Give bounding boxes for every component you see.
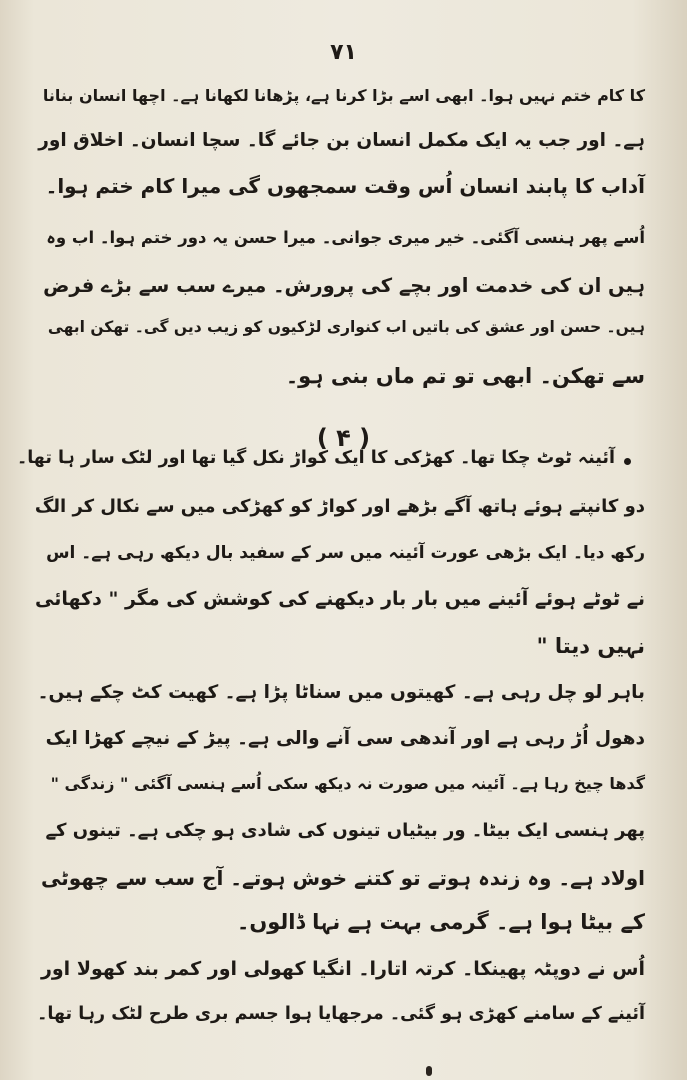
bullet-dot xyxy=(624,458,631,465)
text-line: دھول اُڑ رہی ہے اور آندھی سی آنے والی ہے۔ پیڑ کے نیچے کھڑا ایک xyxy=(45,728,645,749)
text-line: پھر ہنسی ایک بیٹا۔ ور بیٹیاں تینوں کی شادی ہو چکی ہے۔ تینوں کے xyxy=(45,820,645,841)
text-line: گدھا چیخ رہا ہے۔ آئینہ میں صورت نہ دیکھ سکی اُسے ہنسی آگئی " زندگی " xyxy=(50,774,645,793)
text-line: نہیں دیتا " xyxy=(536,634,645,658)
text-line: رکھ دیا۔ ایک بڑھی عورت آئینہ میں سر کے سفید بال دیکھ رہی ہے۔ اس xyxy=(46,543,645,563)
text-line: آئینے کے سامنے کھڑی ہو گئی۔ مرجھایا ہوا جسم بری طرح لٹک رہا تھا۔ xyxy=(37,1004,645,1024)
text-line: آداب کا پابند انسان اُس وقت سمجھوں گی میرا کام ختم ہوا۔ xyxy=(45,174,645,198)
text-line: دو کانپتے ہوئے ہاتھ آگے بڑھے اور کواڑ کو کھڑکی میں سے نکال کر الگ xyxy=(34,496,645,517)
text-line: آئینہ ٹوٹ چکا تھا۔ کھڑکی کا ایک کواڑ نکل گیا تھا اور لٹک سار ہا تھا۔ xyxy=(16,448,615,468)
page-edge-mark xyxy=(426,1066,432,1076)
text-line: ہیں ان کی خدمت اور بچے کی پرورش۔ میرے سب سے بڑے فرض xyxy=(43,274,645,297)
text-line: نے ٹوٹے ہوئے آئینے میں بار بار دیکھنے کی کوشش کی مگر " دکھائی xyxy=(35,588,645,610)
page-number: ۷۱ xyxy=(330,40,357,65)
text-line: اُسے پھر ہنسی آگئی۔ خیر میری جوانی۔ میرا حسن یہ دور ختم ہوا۔ اب وہ xyxy=(46,228,645,247)
text-line: کا کام ختم نہیں ہوا۔ ابھی اسے بڑا کرنا ہے، پڑھانا لکھانا ہے۔ اچھا انسان بنانا xyxy=(42,86,645,105)
section-heading: ( ۴ ) xyxy=(316,424,371,452)
text-line: ہے۔ اور جب یہ ایک مکمل انسان بن جائے گا۔ سچا انسان۔ اخلاق اور xyxy=(38,130,645,151)
text-line: سے تھکن۔ ابھی تو تم ماں بنی ہو۔ xyxy=(285,364,645,388)
text-line: کے بیٹا ہوا ہے۔ گرمی بہت ہے نہا ڈالوں۔ xyxy=(237,910,645,934)
text-line: باہر لو چل رہی ہے۔ کھیتوں میں سناٹا پڑا ہے۔ کھیت کٹ چکے ہیں۔ xyxy=(37,682,645,703)
text-line: ہیں۔ حسن اور عشق کی باتیں اب کنواری لڑکیوں کو زیب دیں گی۔ تھکن ابھی xyxy=(47,318,645,336)
text-line: اولاد ہے۔ وہ زندہ ہوتے تو کتنے خوش ہوتے۔ آج سب سے چھوٹی xyxy=(41,866,645,890)
text-line: اُس نے دوپٹہ پھینکا۔ کرتہ اتارا۔ انگیا کھولی اور کمر بند کھولا اور xyxy=(40,958,645,980)
